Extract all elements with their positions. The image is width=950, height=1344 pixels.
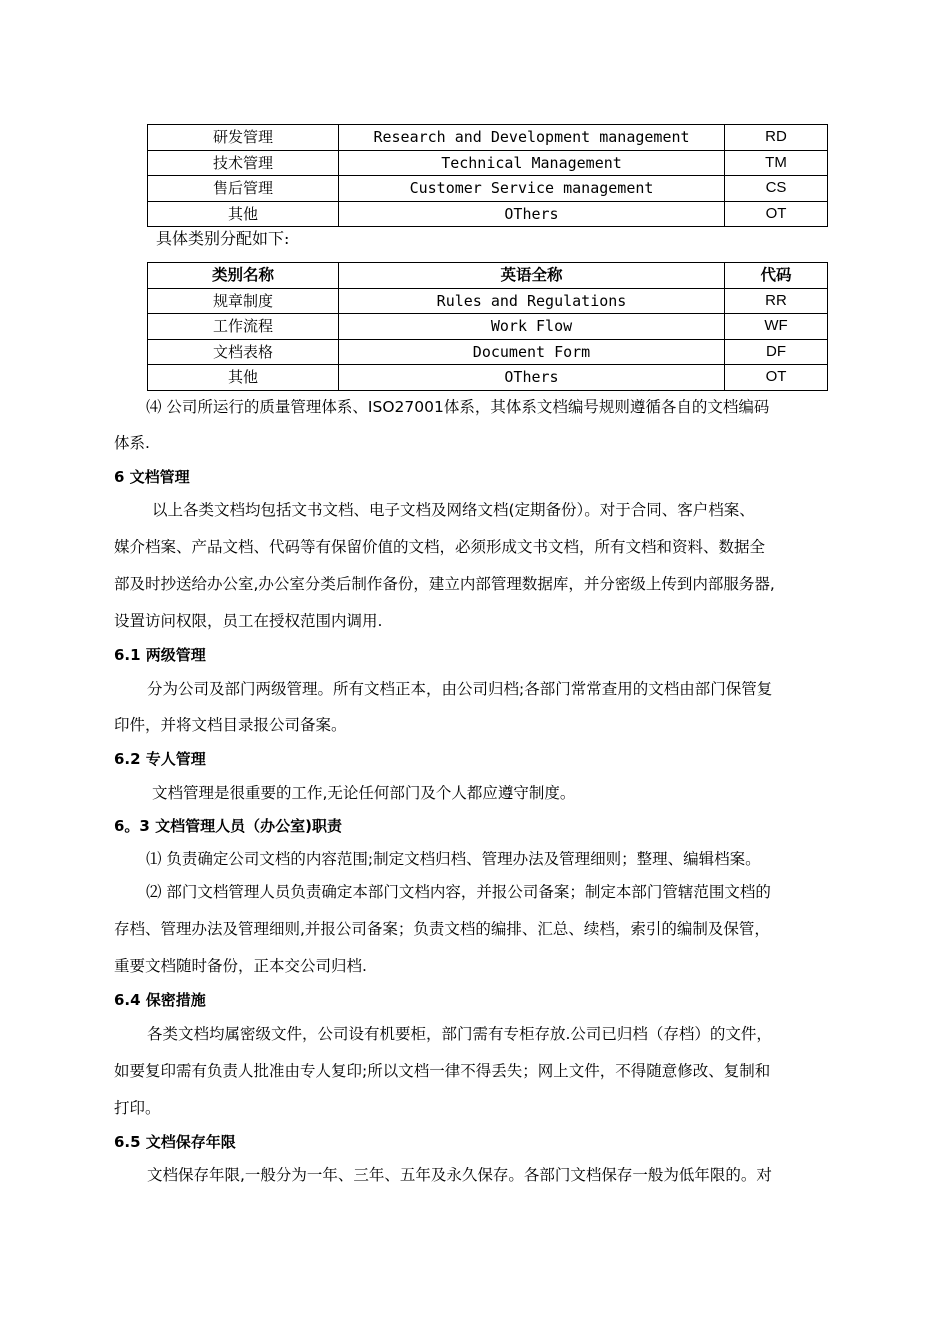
table-row [148,339,828,365]
english-name-cell: Technical Management [339,150,725,176]
section-heading-6-4: 6.4 保密措施 [114,991,206,1009]
paragraph-text: ⑴ 负责确定公司文档的内容范围;制定文档归档、管理办法及管理细则；整理、编辑档案。 [146,850,761,868]
paragraph-text: 印件，并将文档目录报公司备案。 [114,716,347,734]
department-code-table [147,124,828,227]
section-heading-6-5: 6.5 文档保存年限 [114,1133,236,1151]
category-name-cell: 其他 [148,365,339,391]
paragraph-text: 体系. [114,434,150,452]
section-heading-6-1: 6.1 两级管理 [114,646,206,664]
paragraph-text: 如要复印需有负责人批准由专人复印;所以文档一律不得丢失；网上文件，不得随意修改、复制和 [114,1062,771,1080]
section-heading-6: 6 文档管理 [114,468,190,486]
code-cell: WF [725,314,828,340]
paragraph-text: 存档、管理办法及管理细则,并报公司备案；负责文档的编排、汇总、续档，索引的编制及保管， [114,920,770,938]
category-name-cell: 研发管理 [148,125,339,151]
document-category-table [147,262,828,391]
paragraph-text: 以上各类文档均包括文书文档、电子文档及网络文档(定期备份）。对于合同、客户档案、 [152,501,755,519]
english-name-cell: Research and Development management [339,125,725,151]
header-english-name: 英语全称 [339,263,725,289]
category-name-cell: 工作流程 [148,314,339,340]
table-row [148,125,828,151]
english-name-cell: OThers [339,365,725,391]
english-name-cell: Work Flow [339,314,725,340]
table-row [148,365,828,391]
paragraph-text: 部及时抄送给办公室,办公室分类后制作备份，建立内部管理数据库，并分密级上传到内部服务器, [114,575,775,593]
table-row [148,288,828,314]
paragraph-text: 媒介档案、产品文档、代码等有保留价值的文档，必须形成文书文档，所有文档和资料、数据全 [114,538,766,556]
paragraph-text: 打印。 [114,1099,161,1117]
category-name-cell: 其他 [148,201,339,227]
code-cell: RD [725,125,828,151]
header-code: 代码 [725,263,828,289]
category-name-cell: 文档表格 [148,339,339,365]
code-cell: OT [725,201,828,227]
code-cell: CS [725,176,828,202]
code-cell: RR [725,288,828,314]
english-name-cell: OThers [339,201,725,227]
category-name-cell: 技术管理 [148,150,339,176]
paragraph-text: 文档保存年限,一般分为一年、三年、五年及永久保存。各部门文档保存一般为低年限的。对 [147,1166,772,1184]
header-category-name: 类别名称 [148,263,339,289]
table-caption: 具体类别分配如下: [156,229,290,248]
code-cell: OT [725,365,828,391]
paragraph-text: 设置访问权限，员工在授权范围内调用. [114,612,383,630]
code-cell: TM [725,150,828,176]
paragraph-text: ⑵ 部门文档管理人员负责确定本部门文档内容，并报公司备案；制定本部门管辖范围文档的 [146,883,771,901]
table-row [148,176,828,202]
paragraph-text: 分为公司及部门两级管理。所有文档正本，由公司归档;各部门常常查用的文档由部门保管复 [147,680,773,698]
category-name-cell: 售后管理 [148,176,339,202]
english-name-cell: Document Form [339,339,725,365]
paragraph-text: ⑷ 公司所运行的质量管理体系、ISO27001体系，其体系文档编号规则遵循各自的文档编码 [146,398,770,416]
paragraph-text: 重要文档随时备份，正本交公司归档. [114,957,367,975]
english-name-cell: Rules and Regulations [339,288,725,314]
section-heading-6-2: 6.2 专人管理 [114,750,206,768]
table-row [148,314,828,340]
english-name-cell: Customer Service management [339,176,725,202]
table-header-row [148,263,828,289]
table-row [148,201,828,227]
code-cell: DF [725,339,828,365]
paragraph-text: 各类文档均属密级文件，公司设有机要柜，部门需有专柜存放.公司已归档（存档）的文件， [147,1025,772,1043]
section-heading-6-3: 6。3 文档管理人员（办公室)职责 [114,817,342,835]
category-name-cell: 规章制度 [148,288,339,314]
paragraph-text: 文档管理是很重要的工作,无论任何部门及个人都应遵守制度。 [152,784,576,802]
table-row [148,150,828,176]
